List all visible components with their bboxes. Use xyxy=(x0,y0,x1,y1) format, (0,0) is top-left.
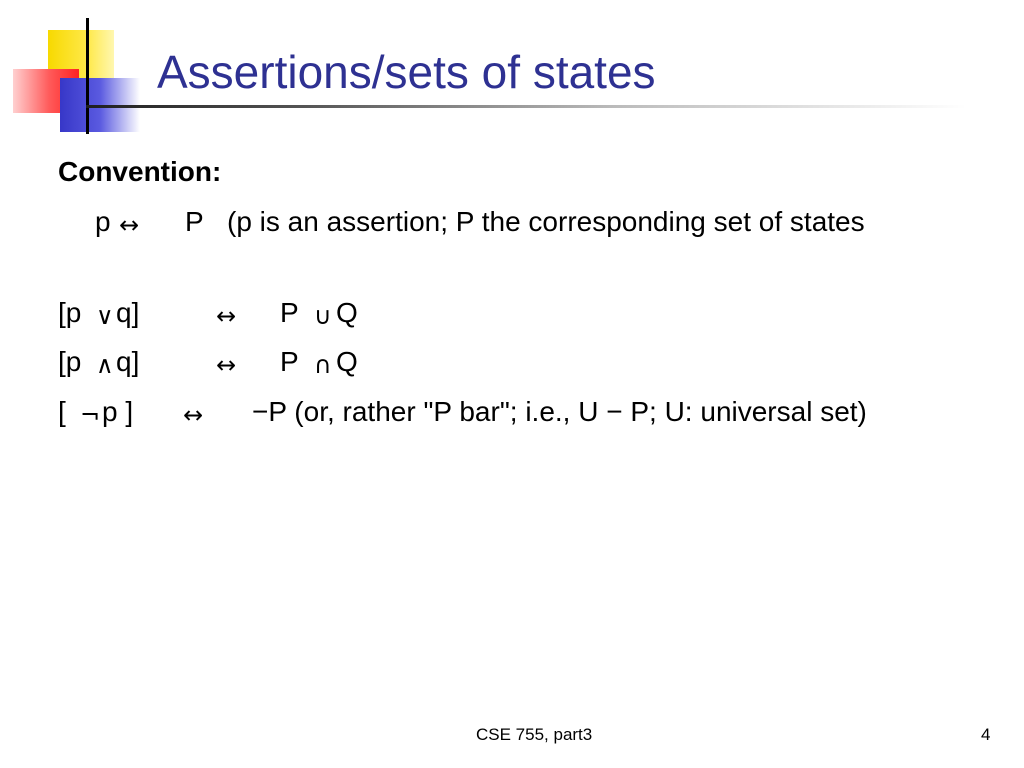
page-number: 4 xyxy=(981,725,991,744)
union-arrow: ↔ xyxy=(216,302,237,330)
convention-arrow: ↔ xyxy=(119,211,140,239)
intersection-rhs-p: P xyxy=(280,346,299,377)
intersection-lhs-close: q] xyxy=(116,346,140,377)
or-symbol: ∨ xyxy=(96,302,114,330)
union-rhs-q: Q xyxy=(336,297,358,328)
logo-vertical-line xyxy=(86,18,89,134)
union-rhs-p: P xyxy=(280,297,299,328)
convention-p: p xyxy=(95,206,111,237)
title-underline xyxy=(86,105,966,108)
complement-lhs-close: p ] xyxy=(102,396,134,427)
intersection-lhs-open: [p xyxy=(58,346,82,377)
union-lhs-close: q] xyxy=(116,297,140,328)
slide-title: Assertions/sets of states xyxy=(157,46,656,98)
complement-lhs-open: [ xyxy=(58,396,66,427)
not-symbol: ¬ xyxy=(80,401,101,429)
footer-course: CSE 755, part3 xyxy=(476,725,593,744)
union-lhs-open: [p xyxy=(58,297,82,328)
convention-P: P xyxy=(185,206,204,237)
slide-logo xyxy=(0,0,150,140)
and-symbol: ∧ xyxy=(96,351,114,379)
convention-label: Convention: xyxy=(58,156,222,187)
union-symbol: ∪ xyxy=(314,302,332,330)
intersection-arrow: ↔ xyxy=(216,351,237,379)
intersection-rhs-q: Q xyxy=(336,346,358,377)
convention-note: (p is an assertion; P the corresponding set of states xyxy=(227,206,865,237)
complement-arrow: ↔ xyxy=(183,401,204,429)
complement-rhs: −P (or, rather "P bar"; i.e., U − P; U: universal set) xyxy=(252,396,867,427)
intersection-symbol: ∩ xyxy=(314,351,332,379)
